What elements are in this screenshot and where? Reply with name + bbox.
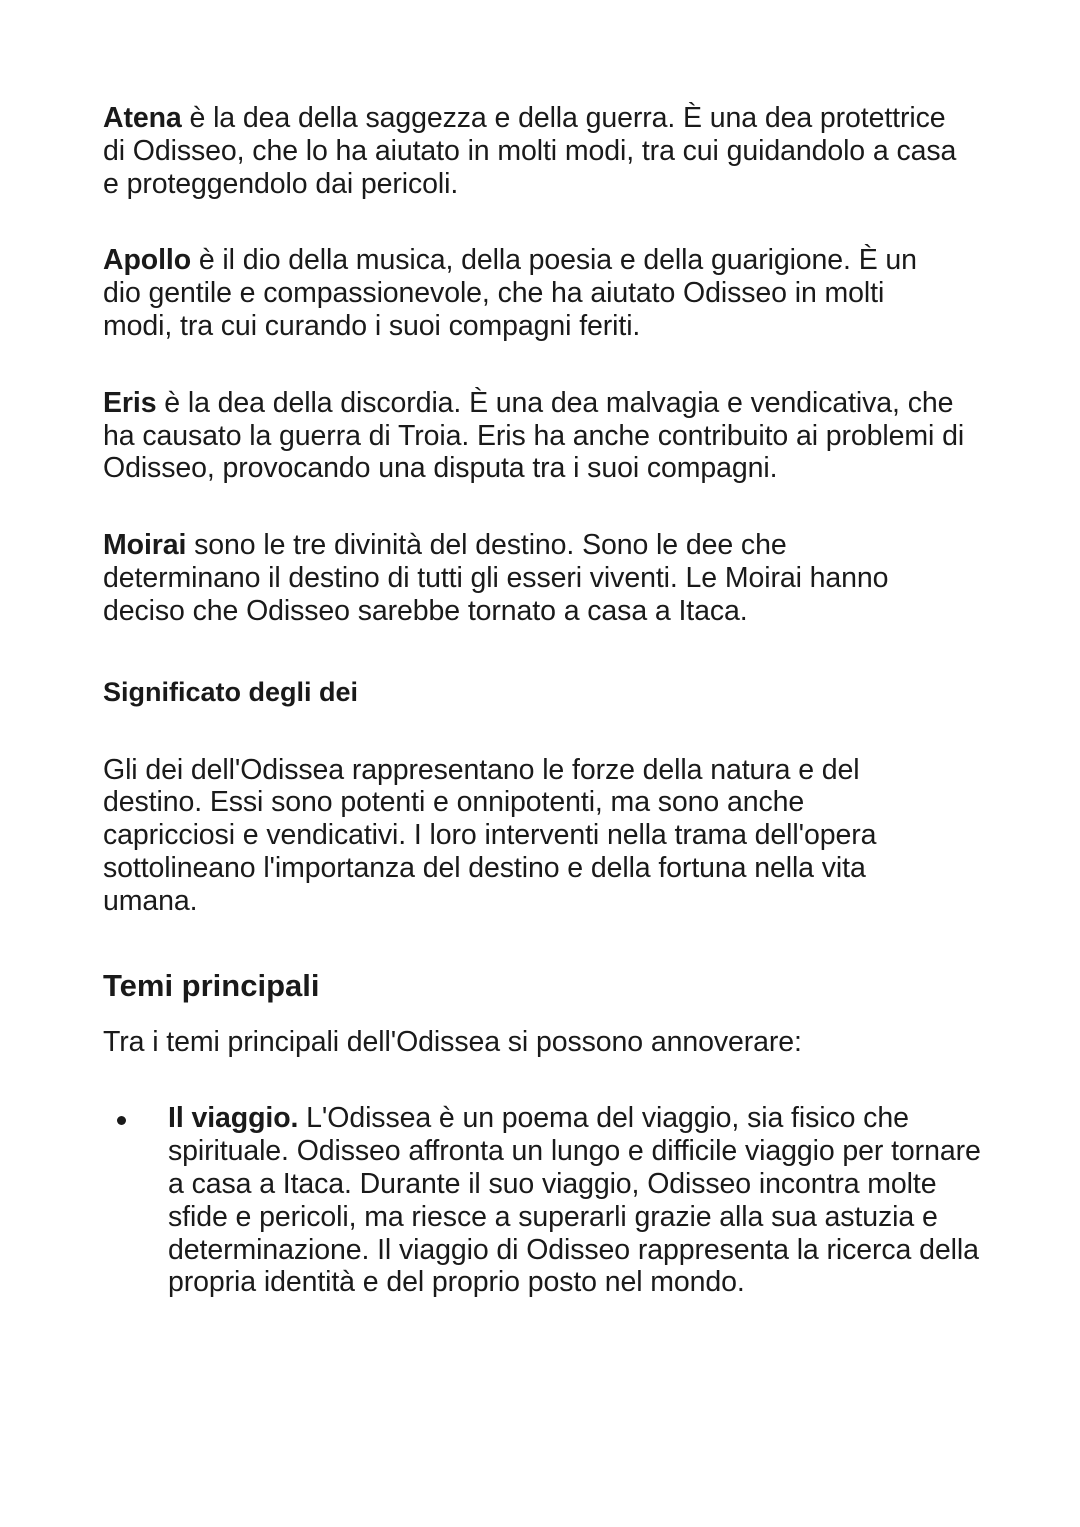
themes-heading: Temi principali [103,967,320,1003]
document-page [103,102,983,1299]
deity-description: è la dea della saggezza e della guerra. È una dea protettrice di Odisseo, che lo ha aiutato in molti modi, tra cui guidandolo a casa e proteggendolo dai pericoli. [103,102,957,200]
deity-paragraph-atena [103,102,973,200]
deity-paragraph-moirai [103,529,933,627]
bullet-icon [117,1116,126,1125]
deity-name: Apollo [103,244,192,277]
deity-paragraph-eris [103,387,978,485]
deity-name: Eris [103,386,157,419]
deity-name: Atena [103,102,182,134]
theme-title: Il viaggio. [168,1102,299,1135]
theme-description: L'Odissea è un poema del viaggio, sia fisico che spirituale. Odisseo affronta un lungo e difficile viaggio per tornare a casa a Itaca. Durante il suo viaggio, Odisseo incontra molte sfide e pericoli, ma riesce a superarli grazie alla sua astuzia e determinazione. Il viaggio di Odisseo rappresenta la ricerca della propria identità e del proprio posto nel mondo. [168,1102,981,1299]
deity-name: Moirai [103,529,187,562]
themes-intro: Tra i temi principali dell'Odissea si possono annoverare: [103,1025,802,1058]
deity-paragraph-apollo [103,244,943,342]
theme-item-text [168,1102,983,1299]
deity-description: sono le tre divinità del destino. Sono le dee che determinano il destino di tutti gli esseri viventi. Le Moirai hanno deciso che Odisseo sarebbe tornato a casa a Itaca. [103,529,889,627]
significance-paragraph: Gli dei dell'Odissea rappresentano le forze della natura e del destino. Essi sono potenti e onnipotenti, ma sono anche capricciosi e vendicativi. I loro interventi nella trama dell'opera sottolineano l'importanza del destino e della fortuna nella vita umana. [103,753,877,917]
significance-heading: Significato degli dei [103,676,359,707]
theme-list-item [103,1102,983,1299]
deity-description: è la dea della discordia. È una dea malvagia e vendicativa, che ha causato la guerra di Troia. Eris ha anche contribuito ai problemi di Odisseo, provocando una disputa tra i suoi compagni. [103,386,965,485]
deity-description: è il dio della musica, della poesia e della guarigione. È un dio gentile e compassionevole, che ha aiutato Odisseo in molti modi, tra cui curando i suoi compagni feriti. [103,244,917,342]
